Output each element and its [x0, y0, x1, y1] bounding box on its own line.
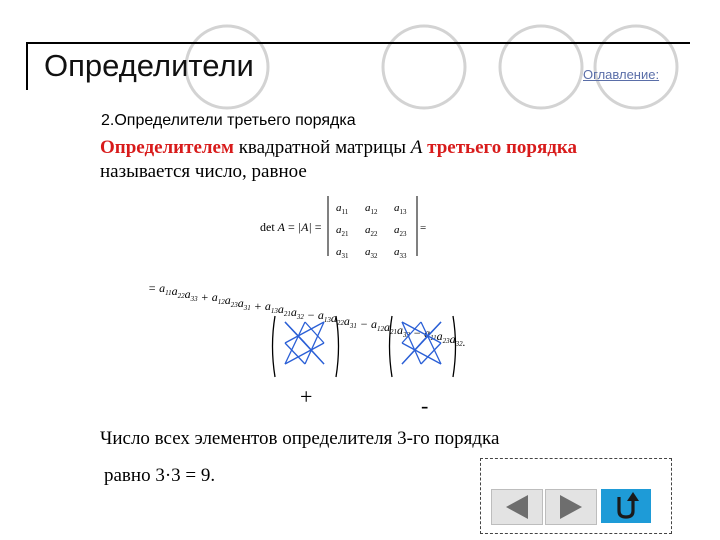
plus-sign: + — [300, 384, 313, 409]
plus-diagram — [273, 316, 339, 377]
count-line-2: равно 3·3 = 9. — [104, 465, 216, 486]
matrix-entry: $a_{12}$ — [365, 202, 378, 216]
count-line-1: Число всех элементов определителя 3-го порядка — [100, 428, 500, 449]
minus-sign: - — [421, 393, 429, 418]
return-button[interactable] — [601, 489, 651, 523]
expansion-formula: = $a_{11}a_{22}a_{33} + a_{12}a_{23}a_{31} + a_{13}a_{21}a_{32} - a_{13}a_{22}a_{31} - a_{12}a_{21}a_{33} - a_{11}a_{23}a_{32}$. — [148, 281, 466, 349]
minus-diagram — [390, 316, 456, 377]
matrix-symbol: A — [410, 137, 423, 158]
section-subtitle: 2.Определители третьего порядка — [101, 112, 356, 129]
page-title: Определители — [44, 48, 254, 83]
matrix-entry: $a_{21}$ — [336, 224, 349, 238]
definition-term: Определителем — [100, 137, 234, 158]
svg-text:=: = — [420, 222, 427, 234]
matrix-entry: $a_{31}$ — [336, 246, 349, 260]
back-button[interactable] — [491, 489, 543, 525]
u-turn-return-icon — [601, 489, 651, 523]
triangle-right-icon — [546, 490, 596, 524]
det-label: det A = |A| = — [260, 220, 322, 234]
matrix-entry: $a_{13}$ — [394, 202, 407, 216]
matrix-entry: $a_{32}$ — [365, 246, 378, 260]
matrix-entry: $a_{22}$ — [365, 224, 378, 238]
triangle-left-icon — [492, 490, 542, 524]
definition-text: квадратной матрицы — [233, 137, 411, 158]
order-term: третьего порядка — [427, 137, 578, 158]
navigation-panel — [480, 458, 672, 534]
forward-button[interactable] — [545, 489, 597, 525]
matrix-entry: $a_{11}$ — [336, 202, 349, 216]
matrix-entry: $a_{33}$ — [394, 246, 407, 260]
toc-link[interactable]: Оглавление: — [583, 67, 660, 82]
definition-line-2: называется число, равное — [100, 161, 307, 182]
matrix-entry: $a_{23}$ — [394, 224, 407, 238]
